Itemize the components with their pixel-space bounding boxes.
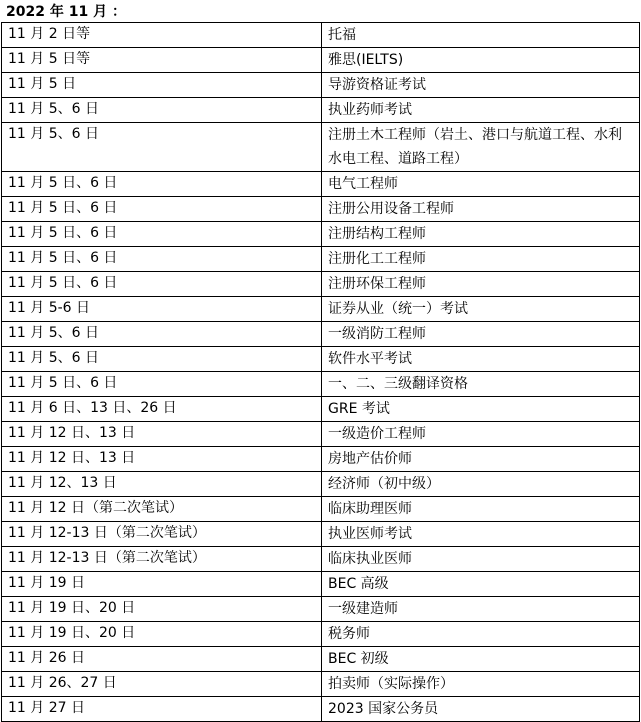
table-row [2,447,640,472]
table-row [2,347,640,372]
exam-name-cell: 一级消防工程师 [322,322,640,347]
table-row [2,322,640,347]
table-row [2,572,640,597]
exam-name-cell: 税务师 [322,622,640,647]
table-row [2,172,640,197]
exam-date-cell: 11 月 6 日、13 日、26 日 [2,397,322,422]
exam-name-cell: BEC 初级 [322,647,640,672]
table-row [2,48,640,73]
exam-date-cell: 11 月 12-13 日（第二次笔试） [2,547,322,572]
table-row [2,547,640,572]
page-heading: 2022 年 11 月 ： [6,4,126,20]
exam-name-cell: 注册环保工程师 [322,272,640,297]
exam-name-cell: 经济师（初中级） [322,472,640,497]
exam-date-cell: 11 月 5 日、6 日 [2,272,322,297]
exam-name-cell: GRE 考试 [322,397,640,422]
exam-schedule-body [2,23,640,722]
table-row [2,422,640,447]
table-row [2,372,640,397]
exam-name-cell: 注册土木工程师（岩土、港口与航道工程、水利水电工程、道路工程） [322,123,640,172]
exam-date-cell: 11 月 19 日 [2,572,322,597]
table-row [2,73,640,98]
table-row [2,497,640,522]
exam-name-cell: 临床执业医师 [322,547,640,572]
exam-name-cell: 雅思(IELTS) [322,48,640,73]
table-row [2,123,640,172]
exam-date-cell: 11 月 5 日、6 日 [2,372,322,397]
exam-name-cell: 一级建造师 [322,597,640,622]
exam-date-cell: 11 月 19 日、20 日 [2,597,322,622]
exam-name-cell: 注册化工工程师 [322,247,640,272]
exam-date-cell: 11 月 5-6 日 [2,297,322,322]
exam-date-cell: 11 月 5、6 日 [2,98,322,123]
exam-name-cell: 注册结构工程师 [322,222,640,247]
table-row [2,672,640,697]
table-row [2,597,640,622]
exam-name-cell: 拍卖师（实际操作） [322,672,640,697]
exam-name-cell: 临床助理医师 [322,497,640,522]
exam-date-cell: 11 月 5 日、6 日 [2,222,322,247]
exam-name-cell: 注册公用设备工程师 [322,197,640,222]
exam-date-cell: 11 月 5、6 日 [2,322,322,347]
exam-date-cell: 11 月 5、6 日 [2,347,322,372]
exam-date-cell: 11 月 26、27 日 [2,672,322,697]
exam-date-cell: 11 月 27 日 [2,697,322,722]
exam-name-cell: 软件水平考试 [322,347,640,372]
table-row [2,297,640,322]
table-row [2,622,640,647]
table-row [2,222,640,247]
table-row [2,647,640,672]
exam-date-cell: 11 月 2 日等 [2,23,322,48]
exam-date-cell: 11 月 12、13 日 [2,472,322,497]
exam-date-cell: 11 月 12 日、13 日 [2,422,322,447]
table-row [2,697,640,722]
exam-name-cell: 一、二、三级翻译资格 [322,372,640,397]
exam-name-cell: BEC 高级 [322,572,640,597]
exam-date-cell: 11 月 26 日 [2,647,322,672]
exam-date-cell: 11 月 5 日、6 日 [2,247,322,272]
exam-date-cell: 11 月 5 日、6 日 [2,197,322,222]
exam-date-cell: 11 月 12-13 日（第二次笔试） [2,522,322,547]
exam-name-cell: 执业医师考试 [322,522,640,547]
exam-date-cell: 11 月 12 日（第二次笔试） [2,497,322,522]
table-row [2,522,640,547]
table-row [2,98,640,123]
exam-schedule-table [1,22,640,722]
exam-name-cell: 电气工程师 [322,172,640,197]
table-row [2,272,640,297]
table-row [2,472,640,497]
exam-name-cell: 证券从业（统一）考试 [322,297,640,322]
exam-name-cell: 托福 [322,23,640,48]
exam-date-cell: 11 月 5 日 [2,73,322,98]
table-row [2,197,640,222]
table-row [2,23,640,48]
exam-name-cell: 执业药师考试 [322,98,640,123]
exam-date-cell: 11 月 5 日等 [2,48,322,73]
table-row [2,247,640,272]
table-row [2,397,640,422]
exam-date-cell: 11 月 12 日、13 日 [2,447,322,472]
exam-name-cell: 2023 国家公务员 [322,697,640,722]
exam-date-cell: 11 月 5 日、6 日 [2,172,322,197]
exam-name-cell: 导游资格证考试 [322,73,640,98]
exam-name-cell: 房地产估价师 [322,447,640,472]
exam-date-cell: 11 月 19 日、20 日 [2,622,322,647]
exam-name-cell: 一级造价工程师 [322,422,640,447]
exam-date-cell: 11 月 5、6 日 [2,123,322,172]
